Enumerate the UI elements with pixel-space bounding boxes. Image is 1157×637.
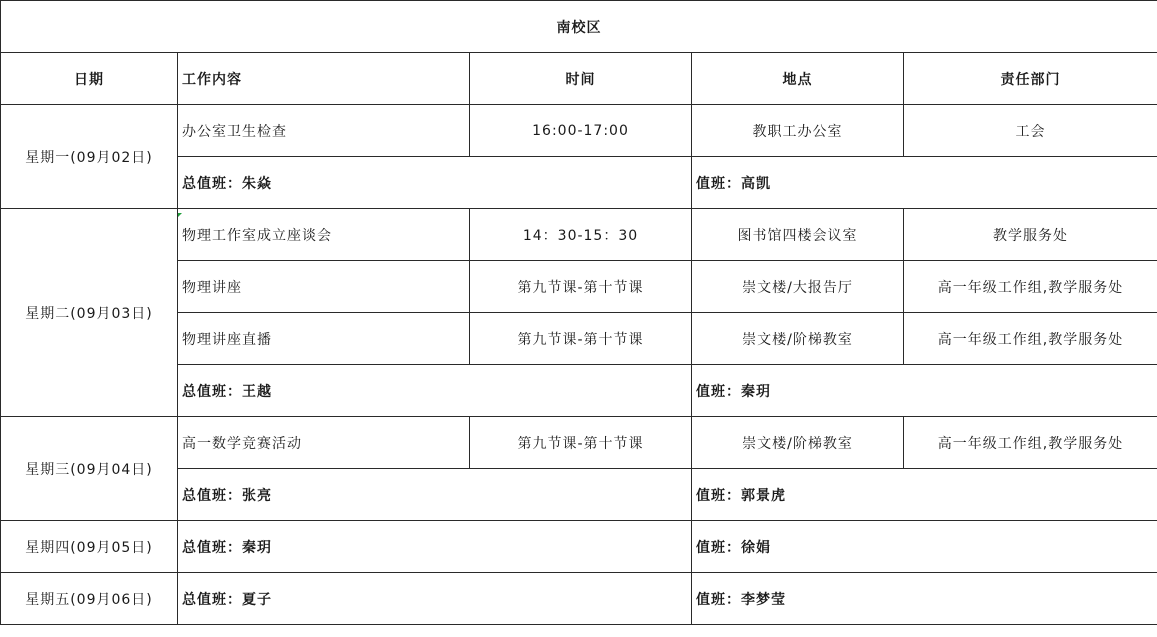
- event-dept: 高一年级工作组,教学服务处: [904, 313, 1157, 365]
- title-row: [1, 1, 1157, 53]
- day-date: 星期五(09月06日): [1, 573, 178, 625]
- table-row: [1, 209, 1157, 261]
- event-content: 物理讲座直播: [178, 313, 470, 365]
- event-time: 16:00-17:00: [470, 105, 692, 157]
- duty-row: [1, 573, 1157, 625]
- chief-duty-label: 总值班：: [182, 591, 242, 608]
- event-location: 崇文楼/阶梯教室: [692, 313, 904, 365]
- event-time: 第九节课-第十节课: [470, 313, 692, 365]
- header-content: 工作内容: [178, 53, 470, 105]
- duty-label: 值班：: [696, 539, 741, 556]
- chief-duty-cell: [178, 365, 692, 417]
- duty-cell: [692, 469, 1157, 521]
- event-dept: 高一年级工作组,教学服务处: [904, 261, 1157, 313]
- event-content: 物理工作室成立座谈会: [178, 209, 470, 261]
- day-date: 星期一(09月02日): [1, 105, 178, 209]
- duty-cell: [692, 365, 1157, 417]
- duty-cell: [692, 573, 1157, 625]
- duty-label: 值班：: [696, 591, 741, 608]
- header-location: 地点: [692, 53, 904, 105]
- event-location: 图书馆四楼会议室: [692, 209, 904, 261]
- duty-cell: [692, 157, 1157, 209]
- event-time: 第九节课-第十节课: [470, 261, 692, 313]
- duty-row: [1, 521, 1157, 573]
- chief-duty-name: 张亮: [242, 487, 272, 504]
- duty-label: 值班：: [696, 487, 741, 504]
- chief-duty-cell: [178, 521, 692, 573]
- event-dept: 高一年级工作组,教学服务处: [904, 417, 1157, 469]
- event-content: 物理讲座: [178, 261, 470, 313]
- table-row: [1, 417, 1157, 469]
- event-location: 崇文楼/大报告厅: [692, 261, 904, 313]
- chief-duty-cell: [178, 469, 692, 521]
- table-row: [1, 105, 1157, 157]
- duty-name: 高凯: [741, 175, 771, 192]
- duty-name: 秦玥: [741, 383, 771, 400]
- chief-duty-name: 秦玥: [242, 539, 272, 556]
- duty-label: 值班：: [696, 175, 741, 192]
- chief-duty-label: 总值班：: [182, 539, 242, 556]
- event-time: 14：30-15：30: [470, 209, 692, 261]
- cell-comment-marker: [178, 213, 182, 217]
- chief-duty-label: 总值班：: [182, 487, 242, 504]
- day-date: 星期三(09月04日): [1, 417, 178, 521]
- event-dept: 教学服务处: [904, 209, 1157, 261]
- event-content: 办公室卫生检查: [178, 105, 470, 157]
- event-location: 崇文楼/阶梯教室: [692, 417, 904, 469]
- event-location: 教职工办公室: [692, 105, 904, 157]
- header-date: 日期: [1, 53, 178, 105]
- event-dept: 工会: [904, 105, 1157, 157]
- chief-duty-label: 总值班：: [182, 383, 242, 400]
- duty-cell: [692, 521, 1157, 573]
- duty-name: 郭景虎: [741, 487, 786, 504]
- header-row: [1, 53, 1157, 105]
- day-date: 星期二(09月03日): [1, 209, 178, 417]
- chief-duty-name: 夏子: [242, 591, 272, 608]
- chief-duty-label: 总值班：: [182, 175, 242, 192]
- day-date: 星期四(09月05日): [1, 521, 178, 573]
- event-content: 高一数学竞赛活动: [178, 417, 470, 469]
- header-time: 时间: [470, 53, 692, 105]
- chief-duty-cell: [178, 573, 692, 625]
- header-dept: 责任部门: [904, 53, 1157, 105]
- event-time: 第九节课-第十节课: [470, 417, 692, 469]
- campus-title: 南校区: [1, 1, 1157, 53]
- chief-duty-name: 王越: [242, 383, 272, 400]
- chief-duty-name: 朱焱: [242, 175, 272, 192]
- duty-name: 徐娟: [741, 539, 771, 556]
- duty-label: 值班：: [696, 383, 741, 400]
- chief-duty-cell: [178, 157, 692, 209]
- duty-name: 李梦莹: [741, 591, 786, 608]
